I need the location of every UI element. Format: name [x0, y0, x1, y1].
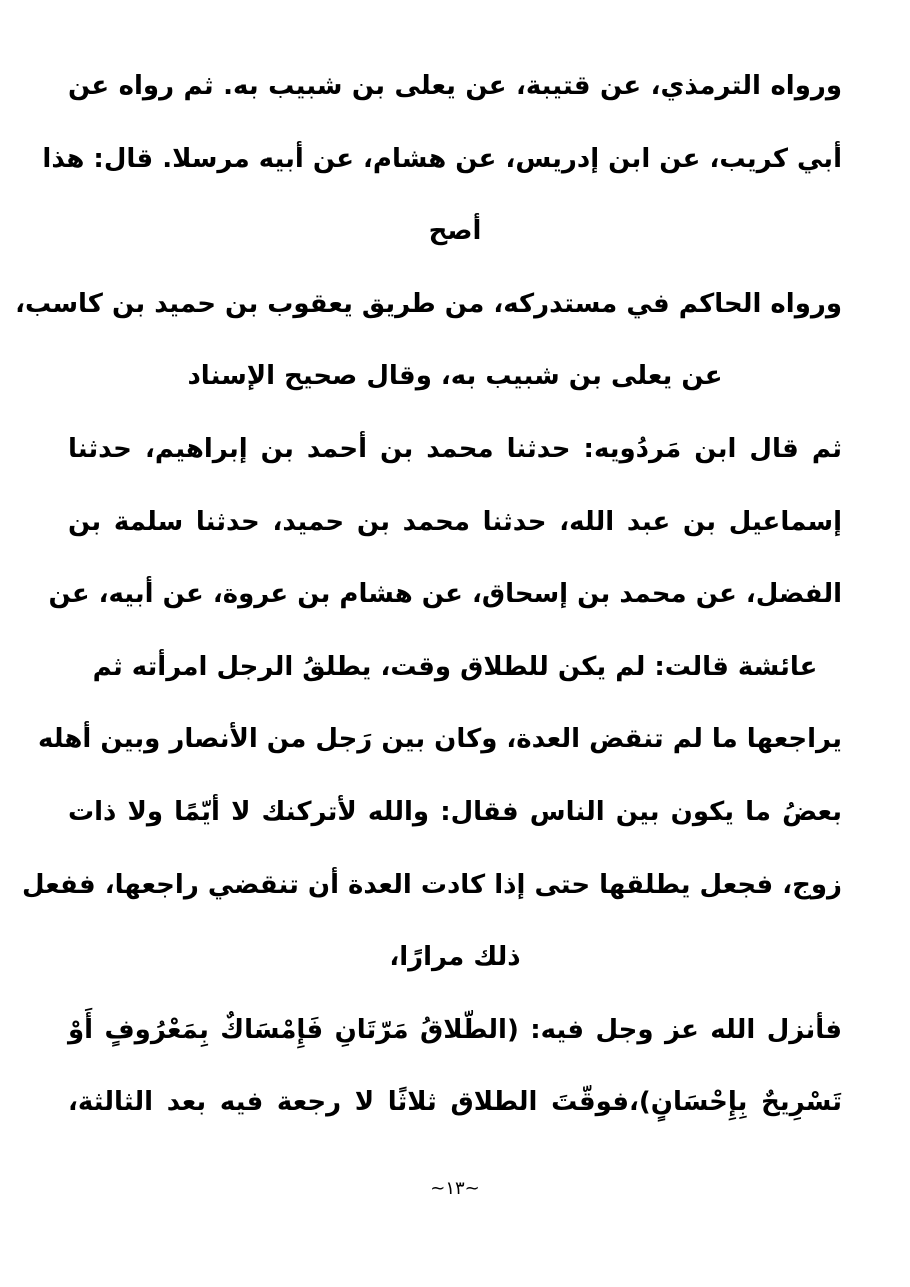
text-line: أبي كريب، عن ابن إدريس، عن هشام، عن أبيه مرسلا. قال: هذا — [42, 143, 842, 174]
text-line: تَسْرِيحٌ بِإِحْسَانٍ)،فوقّتَ الطلاق ثلاثًا لا رجعة فيه بعد الثالثة، — [68, 1087, 842, 1118]
text-line: أصح — [428, 216, 482, 247]
text-line: ورواه الحاكم في مستدركه، من طريق يعقوب بن حميد بن كاسب، — [15, 288, 842, 319]
text-line: ذلك مرارًا، — [389, 942, 521, 973]
text-line: بعضُ ما يكون بين الناس فقال: والله لأتركنك لا أيّمًا ولا ذات — [68, 796, 842, 827]
text-line: يراجعها ما لم تنقض العدة، وكان بين رَجل من الأنصار وبين أهله — [38, 724, 842, 755]
text-line: الفضل، عن محمد بن إسحاق، عن هشام بن عروة، عن أبيه، عن — [48, 579, 842, 610]
page-number: ~١٣~ — [430, 1178, 480, 1199]
text-line: عائشة قالت: لم يكن للطلاق وقت، يطلقُ الرجل امرأته ثم — [92, 651, 818, 682]
text-line: زوج، فجعل يطلقها حتى إذا كادت العدة أن تنقضي راجعها، ففعل — [22, 869, 842, 900]
text-line: ثم قال ابن مَردُويه: حدثنا محمد بن أحمد بن إبراهيم، حدثنا — [68, 433, 842, 464]
body-text — [15, 62, 842, 1151]
text-line: ورواه الترمذي، عن قتيبة، عن يعلى بن شبيب به. ثم رواه عن — [68, 71, 842, 101]
text-line: إسماعيل بن عبد الله، حدثنا محمد بن حميد، حدثنا سلمة بن — [68, 506, 842, 537]
text-line: فأنزل الله عز وجل فيه: (الطّلاقُ مَرّتَانِ فَإِمْسَاكٌ بِمَعْرُوفٍ أَوْ — [68, 1014, 842, 1045]
text-line: عن يعلى بن شبيب به، وقال صحيح الإسناد — [187, 361, 723, 392]
